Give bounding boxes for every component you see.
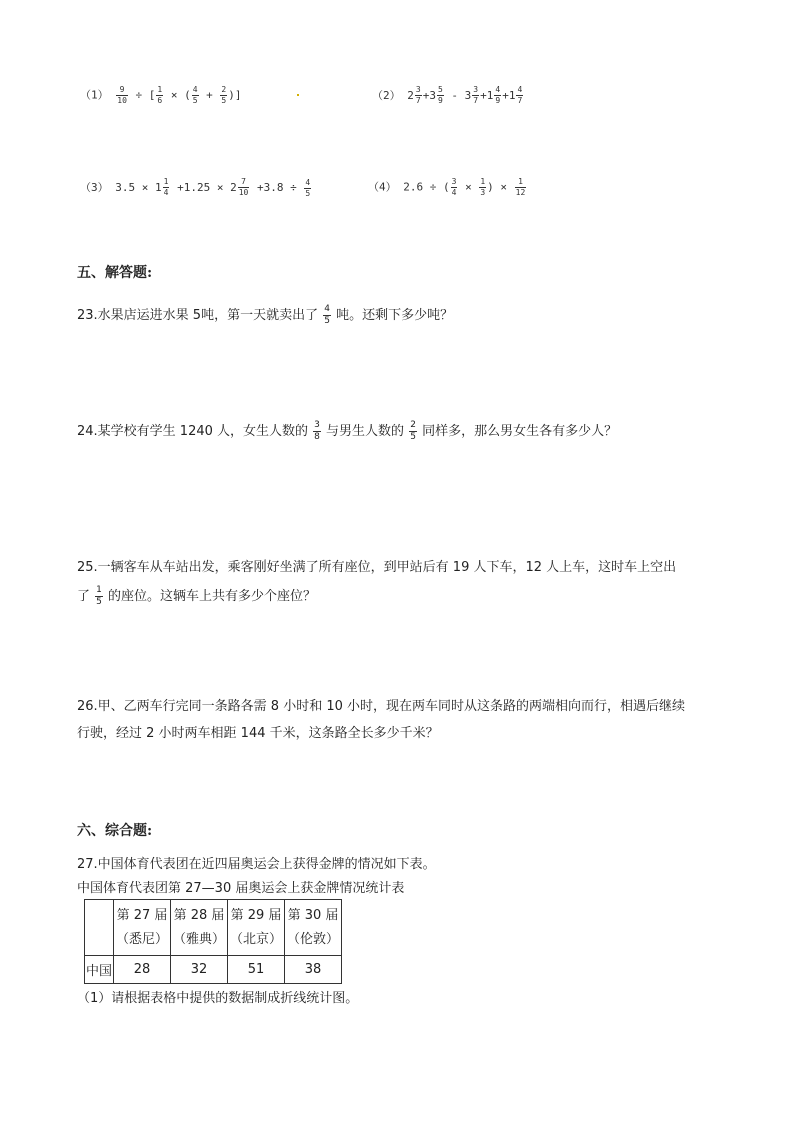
- calc-problem-1: （1） $\frac{9}{10}$ ÷ [ $\frac{1}{6}$ × ( $\frac{4}{5}$ + $\frac{2}{5}$ )]: [80, 85, 242, 105]
- mixed-number: 3 $\frac{3}{7}$: [464, 85, 479, 105]
- calc-problem-3: （3） 3.5 × 1 $\frac{1}{4}$ +1.25 × 2 $\frac{7}{10}$ +3.8 ÷ $\frac{4}{5}$: [80, 177, 311, 198]
- calc-problem-2: （2） 2 $\frac{3}{7}$ + 3 $\frac{5}{9}$ - 3 $\frac{3}{7}$ + 1 $\frac{4}{9}$ + 1 $\frac{4}{7}$: [372, 85, 523, 105]
- fraction: $\frac{4}{5}$: [192, 85, 198, 105]
- fraction: $\frac{4}{5}$: [305, 177, 311, 198]
- fraction: $\frac{1}{3}$: [480, 177, 486, 197]
- question-26-line-2: 行驶，经过 2 小时两车相距 144 千米，这条路全长多少千米？: [77, 726, 439, 741]
- table-cell: 38: [285, 956, 342, 984]
- table-row: [85, 956, 342, 984]
- table-header-cell: 第 27 届 （悉尼）: [114, 900, 171, 956]
- fraction: $\frac{1}{12}$: [515, 177, 526, 197]
- mixed-number: 2 $\frac{7}{10}$: [230, 177, 249, 197]
- calc-problem-4: （4） 2.6 ÷ ( $\frac{3}{4}$ × $\frac{1}{3}$ ) × $\frac{1}{12}$: [368, 177, 526, 197]
- mixed-number: 2 $\frac{3}{7}$: [407, 85, 421, 105]
- table-corner-cell: [85, 900, 114, 956]
- medal-table: [84, 899, 342, 984]
- table-header-cell: 第 29 届 （北京）: [228, 900, 285, 956]
- table-cell: 32: [171, 956, 228, 984]
- question-25-line-2: 了 $\frac{1}{5}$ 的座位。这辆车上共有多少个座位？: [77, 585, 317, 607]
- fraction: $\frac{3}{8}$: [314, 420, 320, 442]
- fraction: $\frac{2}{5}$: [221, 85, 227, 105]
- fraction: $\frac{2}{5}$: [410, 420, 416, 442]
- table-cell: 51: [228, 956, 285, 984]
- question-23: 23.水果店运进水果 5吨，第一天就卖出了 $\frac{4}{5}$ 吨。还剩下多少吨？: [77, 304, 454, 326]
- question-26-line-1: 26.甲、乙两车行完同一条路各需 8 小时和 10 小时，现在两车同时从这条路的两端相向而行，相遇后继续: [77, 699, 686, 714]
- mixed-number: 1 $\frac{1}{4}$: [155, 177, 169, 197]
- question-25-line-1: 25.一辆客车从车站出发，乘客刚好坐满了所有座位，到甲站后有 19 人下车，12 人上车，这时车上空出: [77, 560, 677, 575]
- question-27-intro: 27.中国体育代表团在近四届奥运会上获得金牌的情况如下表。: [77, 857, 436, 872]
- fraction: $\frac{1}{5}$: [96, 585, 102, 607]
- question-24: 24.某学校有学生 1240 人，女生人数的 $\frac{3}{8}$ 与男生人数的 $\frac{2}{5}$ 同样多，那么男女生各有多少人？: [77, 420, 618, 442]
- fraction: $\frac{4}{5}$: [324, 304, 330, 326]
- table-cell: 28: [114, 956, 171, 984]
- table-row-label: 中国: [85, 956, 114, 984]
- table-header-row: [85, 900, 342, 956]
- table-header-cell: 第 30 届 （伦敦）: [285, 900, 342, 956]
- table-header-cell: 第 28 届 （雅典）: [171, 900, 228, 956]
- section-heading-6: 六、综合题:: [77, 823, 153, 839]
- mixed-number: 1 $\frac{4}{7}$: [508, 85, 523, 105]
- fraction: $\frac{1}{6}$: [157, 85, 163, 105]
- mixed-number: 1 $\frac{4}{9}$: [486, 85, 501, 105]
- section-heading-5: 五、解答题:: [77, 265, 153, 281]
- stray-dot: [297, 94, 299, 96]
- mixed-number: 3 $\frac{5}{9}$: [429, 85, 443, 105]
- question-27-sub-1: （1）请根据表格中提供的数据制成折线统计图。: [77, 991, 359, 1006]
- table-title: 中国体育代表团第 27—30 届奥运会上获金牌情况统计表: [77, 881, 405, 896]
- fraction: $\frac{3}{4}$: [451, 177, 457, 197]
- fraction: $\frac{9}{10}$: [117, 85, 127, 105]
